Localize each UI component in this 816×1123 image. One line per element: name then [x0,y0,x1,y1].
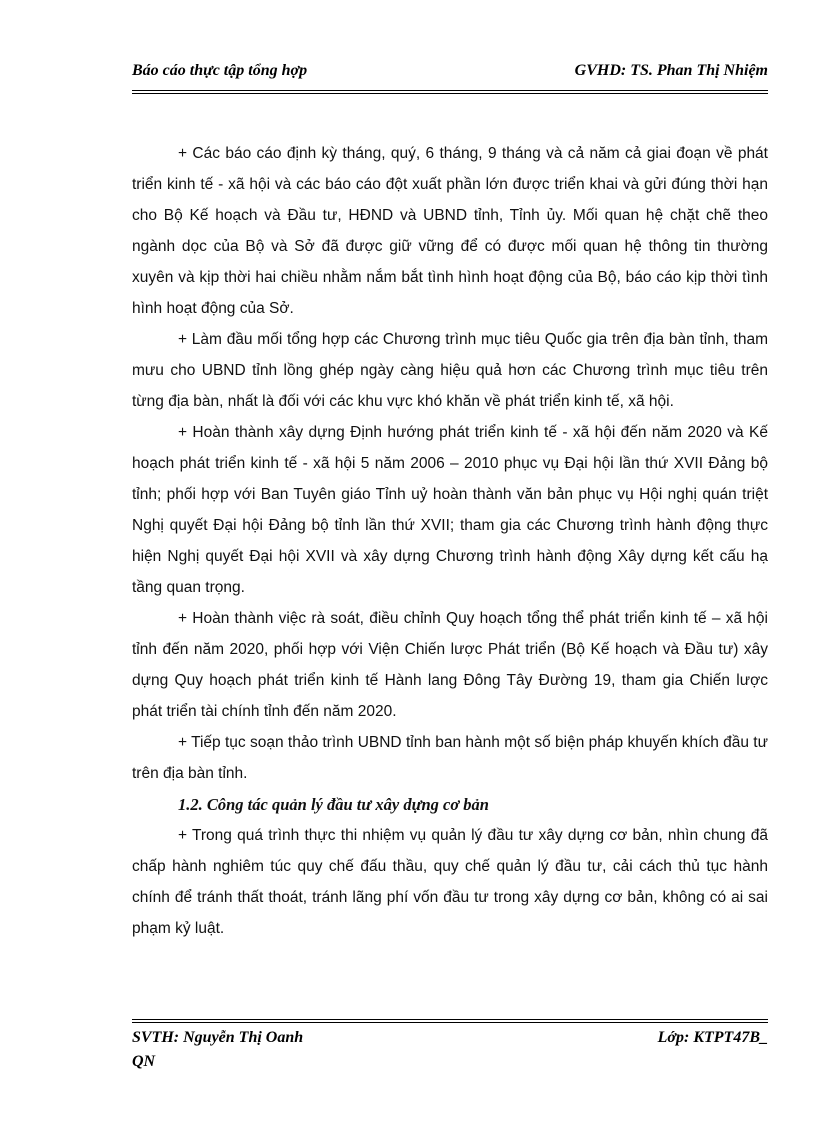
footer-rule [132,1019,768,1020]
footer-class-continuation: QN [132,1053,156,1070]
section-heading: 1.2. Công tác quản lý đầu tư xây dựng cơ bản [178,795,489,814]
paragraph: + Tiếp tục soạn thảo trình UBND tỉnh ban hành một số biện pháp khuyến khích đầu tư trên địa bàn tỉnh. [132,734,768,782]
footer-class: Lớp: KTPT47B_ [657,1029,768,1046]
page-header [132,62,768,88]
header-rule [132,90,768,91]
paragraph: + Hoàn thành việc rà soát, điều chỉnh Quy hoạch tổng thể phát triển kinh tế – xã hội tỉnh đến năm 2020, phối hợp với Viện Chiến lược Phát triển (Bộ Kế hoạch và Đầu tư) xây dựng Quy hoạch phát triển kinh tế Hành lang Đông Tây Đường 19, tham gia Chiến lược phát triển tài chính tỉnh đến năm 2020. [132,610,768,720]
paragraph: + Làm đầu mối tổng hợp các Chương trình mục tiêu Quốc gia trên địa bàn tỉnh, tham mưu cho UBND tỉnh lồng ghép ngày càng hiệu quả hơn các Chương trình mục tiêu trên từng địa bàn, nhất là đối với các khu vực khó khăn về phát triển kinh tế, xã hội. [132,331,768,410]
paragraph: + Trong quá trình thực thi nhiệm vụ quản lý đầu tư xây dựng cơ bản, nhìn chung đã chấp hành nghiêm túc quy chế đấu thầu, quy chế quản lý đầu tư, cải cách thủ tục hành chính để tránh thất thoát, tránh lãng phí vốn đầu tư trong xây dựng cơ bản, không có ai sai phạm kỷ luật. [132,827,768,937]
footer-student: SVTH: Nguyễn Thị Oanh [132,1029,304,1046]
document-body [132,138,768,944]
paragraph: + Các báo cáo định kỳ tháng, quý, 6 tháng, 9 tháng và cả năm cả giai đoạn về phát triển kinh tế - xã hội và các báo cáo đột xuất phần lớn được triển khai và gửi đúng thời hạn cho Bộ Kế hoạch và Đầu tư, HĐND và UBND tỉnh, Tỉnh ủy. Mối quan hệ chặt chẽ theo ngành dọc của Bộ và Sở đã được giữ vững để có được mối quan hệ thông tin thường xuyên và kịp thời hai chiều nhằm nắm bắt tình hình hoạt động của Bộ, báo cáo kịp thời tình hình hoạt động của Sở. [132,145,768,317]
header-supervisor: GVHD: TS. Phan Thị Nhiệm [574,62,768,79]
header-rule-thin [132,93,768,94]
header-report-title: Báo cáo thực tập tổng hợp [132,62,308,79]
paragraph: + Hoàn thành xây dựng Định hướng phát triển kinh tế - xã hội đến năm 2020 và Kế hoạch phát triển kinh tế - xã hội 5 năm 2006 – 2010 phục vụ Đại hội lần thứ XVII Đảng bộ tỉnh; phối hợp với Ban Tuyên giáo Tỉnh uỷ hoàn thành văn bản phục vụ Hội nghị quán triệt Nghị quyết Đại hội Đảng bộ tỉnh lần thứ XVII; tham gia các Chương trình hành động thực hiện Nghị quyết Đại hội XVII và xây dựng Chương trình hành động Xây dựng kết cấu hạ tầng quan trọng. [132,424,768,596]
footer-rule-thin [132,1022,768,1023]
